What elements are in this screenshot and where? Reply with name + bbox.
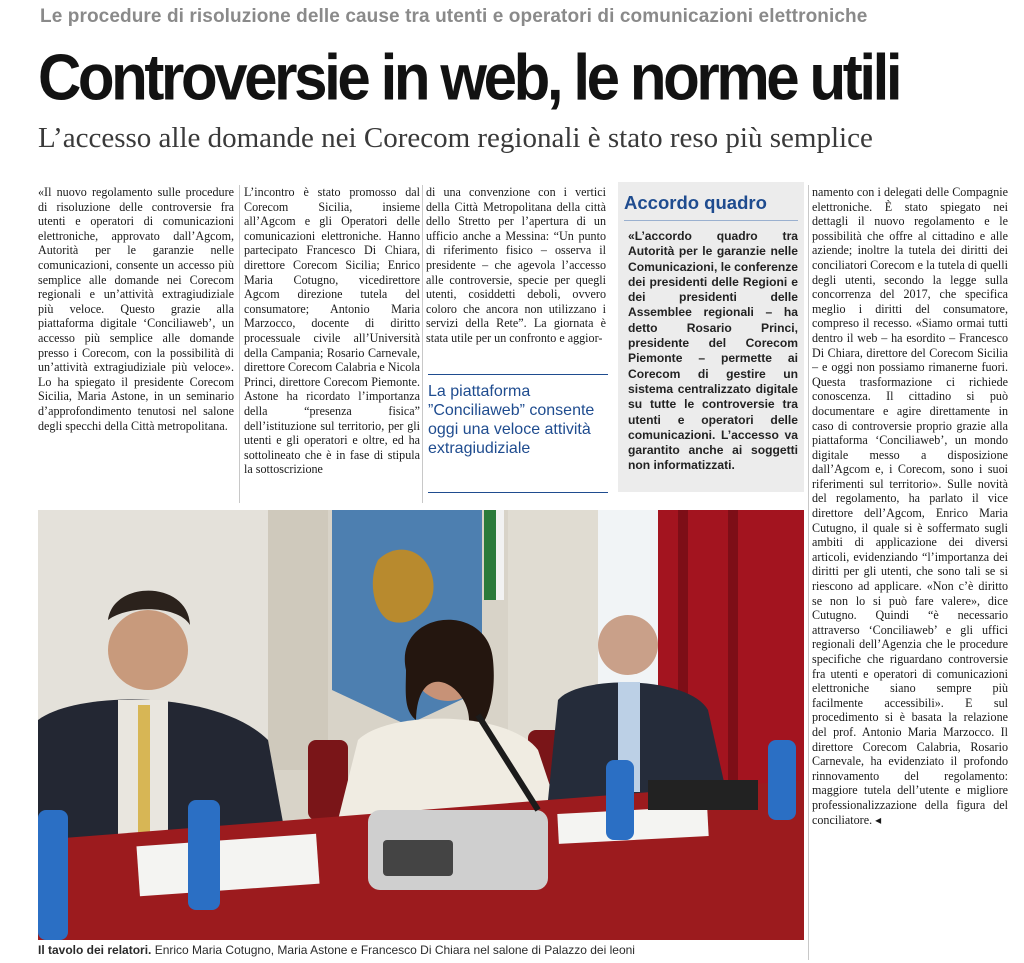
column-divider bbox=[239, 185, 240, 503]
pullquote-rule-top bbox=[428, 374, 608, 375]
photo-curtain-fold bbox=[728, 510, 738, 810]
photo-projector-panel bbox=[383, 840, 453, 876]
article-photo bbox=[38, 510, 804, 940]
photo-flag bbox=[484, 510, 496, 600]
column-1-text: «Il nuovo regolamento sulle procedure di risoluzione delle controversie fra utenti e operatori di comunicazioni elettroniche, approvato dall’Agcom, Autorità per le garanzie nelle comunicazioni, consente un accesso più semplice alle domande nei Corecom regionali e un’attività extragiudiziale più veloce. Questo grazie alla piattaforma digitale ‘Conciliaweb’, un accesso più semplice alle domande presso i Corecom, con la possibilità di un’attività extragiudiziale più veloce». Lo ha spiegato il presidente Corecom Sicilia, Maria Astone, in un seminario d’approfondimento tenutosi nel salone degli specchi della Città metropolitana. bbox=[38, 185, 234, 433]
column-3-text: di una convenzione con i vertici della Città Metropolitana della città dello Stretto per l’apertura di un ufficio anche a Messina: “Un punto di riferimento fisico – osserva il presidente – che agevola l’accesso alle controversie, specie per quegli utenti, cosiddetti deboli, ovvero coloro che ancora non utilizzano i servizi della Rete”. La giornata è stata utile per un confronto e aggior- bbox=[426, 185, 606, 345]
column-divider bbox=[808, 185, 809, 960]
column-5-text: namento con i delegati delle Compagnie elettroniche. È stato spiegato nei dettagli il nuovo regolamento e le possibilità che offre al cittadino e alle aziende; inoltre la tutela dei diritti dei conciliatori Corecom e la tutela di quelli degli utenti, secondo la legge sulla concorrenza del 2017, che specifica meglio i diritti del consumatore, compreso il recesso. «Siamo ormai tutti dentro il web – ha esordito – Francesco Di Chiara, direttore del Corecom Sicilia – e oggi non possiamo rimanerne fuori. Questa trasformazione ci richiede conoscenza. Il cittadino si può documentare e agire direttamente in caso di controversie proprio grazie alla piattaforma ‘Conciliaweb’, un mondo digitale messo a disposizione dall’Agcom e, i Corecom, sono i suoi riferimenti sul territorio». Sulle novità del regolamento, ha parlato il vice direttore dell’Agcom, Enrico Maria Cutugno, il quale si è soffermato sugli ambiti di applicazione dei diversi articoli, evidenziando “l’importanza dei diritti per gli utenti, che sono tali se si riescono ad applicare. «Non c’è diritto se non lo si può fare valere», dice Cutugno. Quindi “è necessario attraverso ‘Conciliaweb’ e gli uffici regionali dell’Agenzia che le procedure specifiche che riguardano controversie fra utenti e operatori di comunicazioni elettroniche siano sempre più facilmente accessibili». E sul procedimento si è basata la relazione del prof. Antonio Maria Marzocco. Il direttore Corecom Calabria, Rosario Carnevale, ha evidenziato il profondo rinnovamento del regolamento: maggiore tutela dell’utente e migliore professionalizzazione della figura del conciliatore. ◂ bbox=[812, 185, 1008, 827]
article-column-5 bbox=[812, 185, 1008, 960]
column-divider bbox=[422, 185, 423, 503]
sidebar-title: Accordo quadro bbox=[624, 192, 767, 213]
article-column-1 bbox=[38, 185, 234, 503]
photo-water-bottle bbox=[606, 760, 634, 840]
pullquote-rule-bottom bbox=[428, 492, 608, 493]
article-headline: Controversie in web, le norme utili bbox=[38, 41, 900, 114]
photo-person-left-head bbox=[108, 610, 188, 690]
sidebar-title-rule bbox=[624, 220, 798, 221]
article-column-2 bbox=[244, 185, 420, 503]
article-column-3 bbox=[426, 185, 606, 360]
photo-illustration bbox=[38, 510, 804, 940]
photo-device bbox=[648, 780, 758, 810]
photo-person-right-head bbox=[598, 615, 658, 675]
photo-flag bbox=[496, 510, 504, 600]
photo-caption bbox=[38, 943, 808, 957]
photo-water-bottle bbox=[188, 800, 220, 910]
photo-caption-text: Enrico Maria Cotugno, Maria Astone e Francesco Di Chiara nel salone di Palazzo dei leoni bbox=[151, 943, 635, 957]
photo-person-left-tie bbox=[138, 705, 150, 835]
photo-water-bottle bbox=[38, 810, 68, 940]
photo-column bbox=[268, 510, 328, 770]
sidebar-body: «L’accordo quadro tra Autorità per le garanzie nelle Comunicazioni, le conferenze dei presidenti delle Regioni e dei presidenti delle Assemblee regionali – ha detto Rosario Princi, presidente del Corecom Piemonte – permette ai Corecom di gestire un sistema centralizzato digitale su tutte le controversie tra utenti e operatori delle comunicazioni. L’accesso va garantito anche ai soggetti non informatizzati. bbox=[628, 229, 799, 473]
pullquote: La piattaforma ”Conciliaweb” consente oggi una veloce attività extragiudiziale bbox=[428, 383, 595, 457]
article-kicker: Le procedure di risoluzione delle cause tra utenti e operatori di comunicazioni elettroniche bbox=[40, 6, 868, 27]
photo-water-bottle bbox=[768, 740, 796, 820]
photo-caption-bold: Il tavolo dei relatori. bbox=[38, 943, 152, 957]
column-2-text: L’incontro è stato promosso dal Corecom Sicilia, insieme all’Agcom e gli Operatori delle comunicazioni elettroniche. Hanno partecipato Francesco Di Chiara, direttore Corecom Sicilia; Enrico Maria Cotugno, vicedirettore Agcom direzione tutela del consumatore; Antonio Maria Marzocco, docente di diritto processuale civile all’Università della Campania; Rosario Carnevale, direttore Corecom Calabria e Nicola Princi, direttore Corecom Piemonte. Astone ha ricordato l’importanza della “presenza fisica” dell’istituzione sul territorio, per gli utenti e gli operatori e oltre, ed ha sottolineato che è in fase di stipula la sottoscrizione bbox=[244, 185, 420, 477]
article-subhead: L’accesso alle domande nei Corecom regionali è stato reso più semplice bbox=[38, 122, 873, 154]
